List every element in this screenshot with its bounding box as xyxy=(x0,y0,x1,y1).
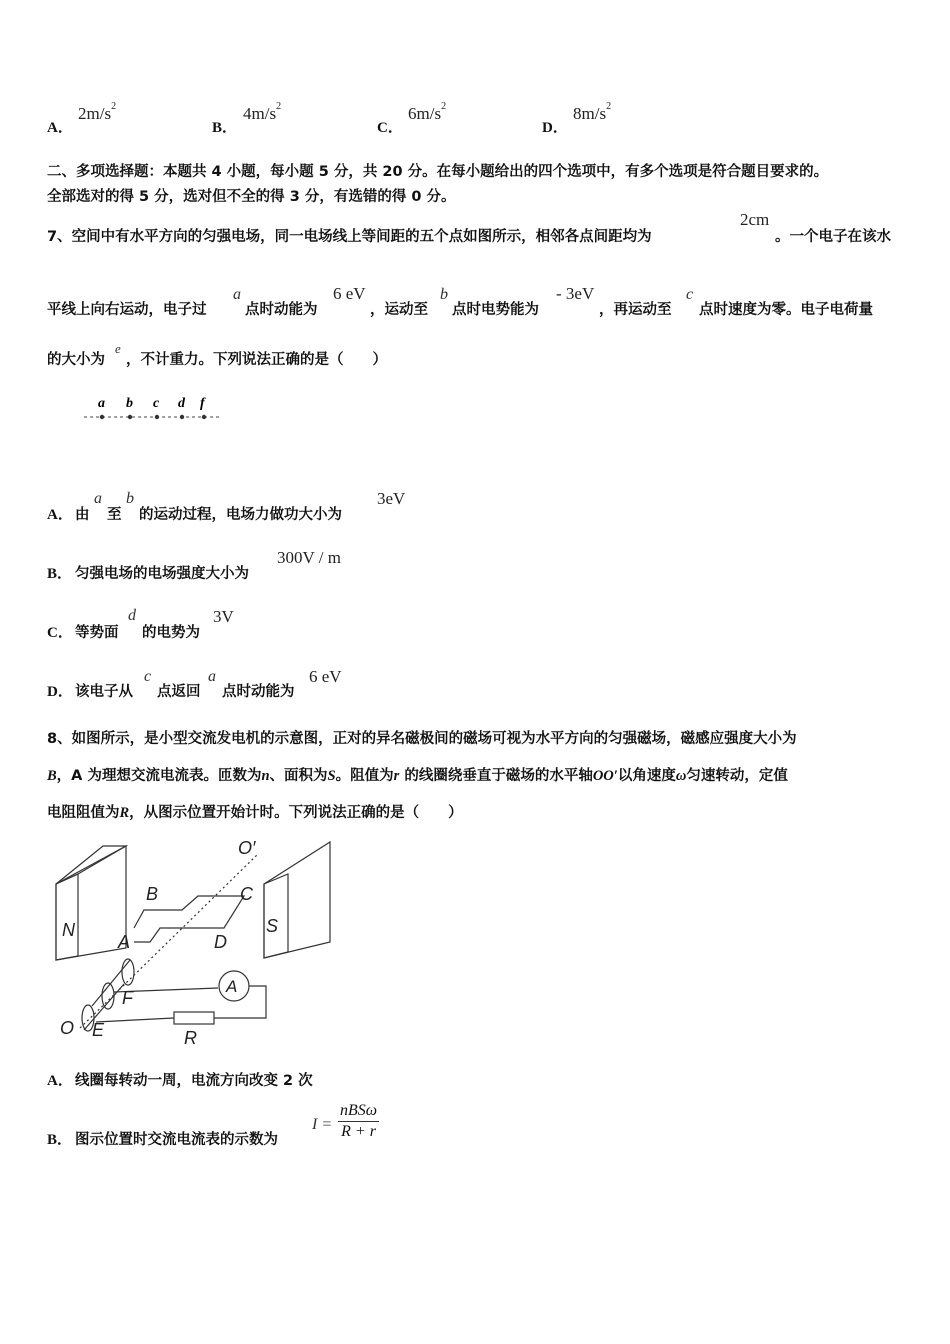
point-a-label: a xyxy=(98,396,105,411)
q6-option-d-value: $8m/s^2$ xyxy=(573,101,612,123)
q8-formula-fraction xyxy=(338,1102,379,1141)
q6-option-d-label: D． xyxy=(542,120,568,136)
q7-line3-text-2: ，不计重力。下列说法正确的是（ ） xyxy=(126,352,387,368)
q6-option-c-value: $6m/s^2$ xyxy=(408,101,447,123)
point-a-dot xyxy=(100,415,104,419)
s-magnet-front xyxy=(264,842,330,958)
q7-line1-tail: 。一个电子在该水 xyxy=(775,229,891,245)
q7-charge-e-var: e xyxy=(115,341,121,356)
q7-line2-text-2: 点时动能为 xyxy=(245,302,318,318)
q8-formula-denominator: R + r xyxy=(341,1123,376,1140)
point-c-label: c xyxy=(153,396,160,411)
q7-option-a-text-3: 的运动过程，电场力做功大小为 xyxy=(139,507,342,523)
label-o: O xyxy=(60,1018,75,1038)
q8-line3: 电阻阻值为R，从图示位置开始计时。下列说法正确的是（ ） xyxy=(47,805,463,821)
section2-line2: 全部选对的得 5 分，选对但不全的得 3 分，有选错的得 0 分。 xyxy=(47,189,456,205)
q7-option-d-text-3: 点时动能为 xyxy=(222,684,295,700)
point-d-dot xyxy=(180,415,184,419)
q6-option-a-value: $2m/s^2$ xyxy=(78,101,117,123)
wire-ammeter-to-resistor xyxy=(214,986,266,1018)
label-o-prime: O′ xyxy=(238,838,256,858)
q7-line2-text-3: ，运动至 xyxy=(370,302,428,318)
q7-line2-text-4: 点时电势能为 xyxy=(452,302,539,318)
section2-line1: 二、多项选择题：本题共 4 小题，每小题 5 分，共 20 分。在每小题给出的四个选项中，有多个选项是符合题目要求的。 xyxy=(47,164,829,180)
q8-generator-figure xyxy=(48,832,348,1050)
rotation-axis xyxy=(80,854,258,1028)
point-b-label: b xyxy=(126,396,133,411)
label-f: F xyxy=(122,988,133,1008)
q7-line2-text-5: ，再运动至 xyxy=(599,302,672,318)
point-f-label: f xyxy=(200,396,205,411)
q6-option-a-label: A． xyxy=(47,120,73,136)
q7-option-d-var-c: c xyxy=(144,668,152,685)
wire-resistor-to-e xyxy=(96,1018,174,1022)
q7-kinetic-energy: 6 eV xyxy=(333,284,366,303)
q7-option-c-text-1: 等势面 xyxy=(75,625,119,641)
resistor-r xyxy=(174,1012,214,1024)
q8-line2: B，A 为理想交流电流表。匝数为n、面积为S。阻值为r 的线圈绕垂直于磁场的水平轴OO′以角速度ω匀速转动，定值 xyxy=(47,768,788,784)
point-c-dot xyxy=(155,415,159,419)
label-c: C xyxy=(240,884,253,904)
q7-option-a-text-2: 至 xyxy=(107,507,122,523)
q7-option-a-label: A． xyxy=(47,507,73,523)
label-e: E xyxy=(92,1020,105,1040)
q8-formula-numerator: nBSω xyxy=(338,1102,379,1122)
label-r: R xyxy=(184,1028,197,1048)
q7-option-d-value: 6 eV xyxy=(309,667,342,686)
n-magnet-side xyxy=(56,874,78,960)
q7-option-a-text-1: 由 xyxy=(75,507,90,523)
q7-option-d-label: D． xyxy=(47,684,73,700)
q7-option-c-value: 3V xyxy=(213,607,234,626)
q7-option-c-label: C． xyxy=(47,625,73,641)
q7-option-b-label: B． xyxy=(47,566,73,582)
q7-line1-text: 7、空间中有水平方向的匀强电场，同一电场线上等间距的五个点如图所示，相邻各点间距均为 xyxy=(47,229,652,245)
label-a: A xyxy=(118,932,131,952)
q7-field-line-figure xyxy=(80,388,230,428)
point-d-label: d xyxy=(178,396,185,411)
q7-option-d-var-a: a xyxy=(208,668,216,685)
label-n: N xyxy=(62,920,75,940)
q7-point-b-var: b xyxy=(440,286,448,303)
q8-option-a-label: A． xyxy=(47,1073,73,1089)
q8-option-b-label: B． xyxy=(47,1132,73,1148)
q7-option-c-var-d: d xyxy=(128,607,136,624)
q8-option-a-text: 线圈每转动一周，电流方向改变 2 次 xyxy=(75,1073,313,1089)
n-magnet-front xyxy=(56,846,126,960)
q7-option-a-value: 3eV xyxy=(377,489,406,508)
point-f-dot xyxy=(202,415,206,419)
q7-potential-energy: - 3eV xyxy=(556,284,595,303)
q7-point-a-var: a xyxy=(233,286,241,303)
label-d: D xyxy=(214,932,227,952)
ammeter-label: A xyxy=(226,977,238,996)
q8-option-b-text: 图示位置时交流电流表的示数为 xyxy=(75,1132,278,1148)
q7-point-c-var: c xyxy=(686,286,694,303)
q6-option-c-label: C． xyxy=(377,120,403,136)
q7-line2-text-6: 点时速度为零。电子电荷量 xyxy=(699,302,873,318)
q7-line3-text-1: 的大小为 xyxy=(47,352,105,368)
q7-option-c-text-2: 的电势为 xyxy=(142,625,200,641)
q7-line2-text-1: 平线上向右运动，电子过 xyxy=(47,302,207,318)
q6-option-b-label: B． xyxy=(212,120,238,136)
q7-option-a-var-b: b xyxy=(126,490,134,507)
q8-formula-lhs: I = xyxy=(312,1116,333,1133)
q7-option-a-var-a: a xyxy=(94,490,102,507)
label-s: S xyxy=(266,916,279,936)
q7-spacing-value: 2cm xyxy=(740,210,770,229)
q7-option-d-text-1: 该电子从 xyxy=(75,684,133,700)
label-b: B xyxy=(146,884,159,904)
point-b-dot xyxy=(128,415,132,419)
q7-option-b-value: 300V / m xyxy=(277,548,341,567)
q8-line1: 8、如图所示，是小型交流发电机的示意图，正对的异名磁极间的磁场可视为水平方向的匀强磁场，磁感应强度大小为 xyxy=(47,731,797,747)
q6-option-b-value: $4m/s^2$ xyxy=(243,101,282,123)
q7-option-d-text-2: 点返回 xyxy=(157,684,201,700)
q7-option-b-text: 匀强电场的电场强度大小为 xyxy=(75,566,249,582)
